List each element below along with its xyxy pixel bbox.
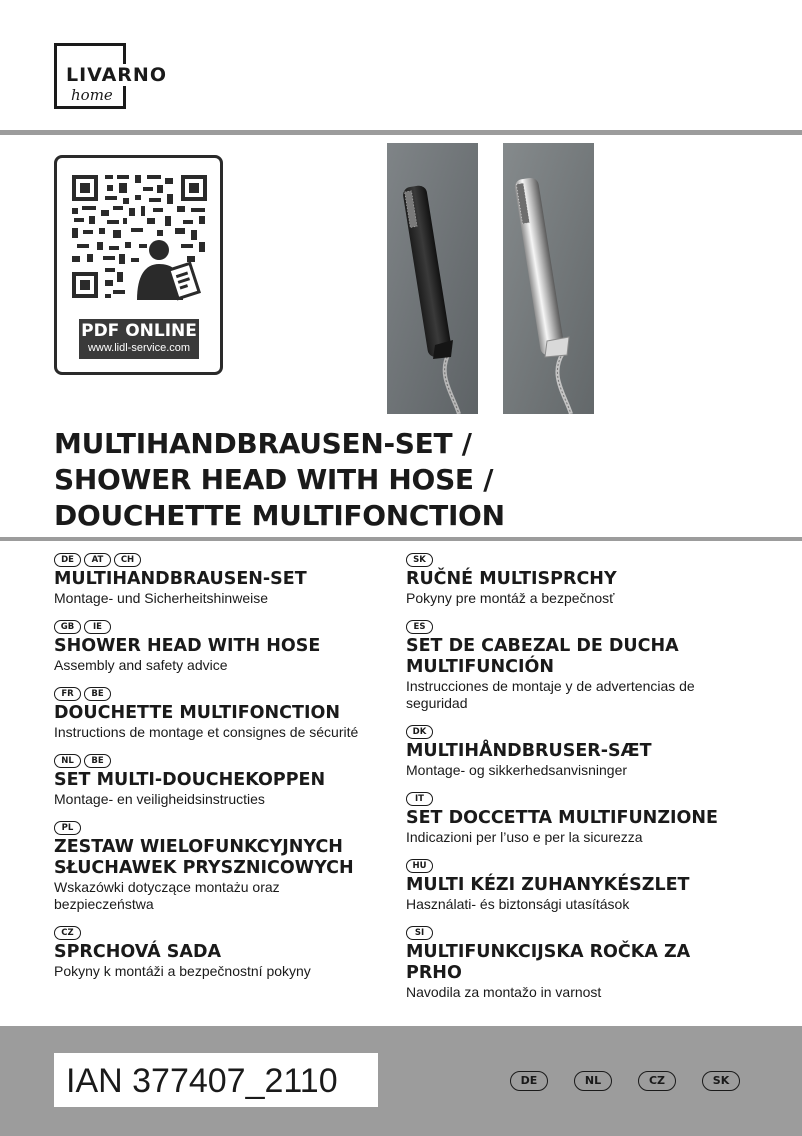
entry-subtitle: Instructions de montage et consignes de sécurité: [54, 724, 359, 740]
qr-card[interactable]: [54, 155, 223, 375]
footer-language-badges: [510, 1071, 740, 1091]
title-line: DOUCHETTE MULTIFONCTION: [54, 499, 505, 532]
country-badge: DE: [54, 553, 81, 567]
entry-subtitle: Navodila za montažo in varnost: [406, 984, 602, 1000]
country-badge: BE: [84, 687, 111, 701]
entry-subtitle: Montage- og sikkerhedsanvisninger: [406, 762, 628, 778]
language-entry-pl: [54, 821, 399, 913]
entry-subtitle: Pokyny k montáži a bezpečnostní pokyny: [54, 963, 311, 979]
ian-number: IAN 377407_2110: [54, 1053, 378, 1107]
country-badge: NL: [54, 754, 81, 768]
country-badge: DK: [406, 725, 433, 739]
country-badge: BE: [84, 754, 111, 768]
entry-title: SPRCHOVÁ SADA: [54, 942, 222, 962]
entry-subtitle: Indicazioni per l’uso e per la sicurezza: [406, 829, 643, 845]
entry-subtitle: Használati- és biztonsági utasítások: [406, 896, 630, 912]
language-entry-it: [406, 792, 736, 846]
main-title: [54, 426, 505, 534]
entry-subtitle: Assembly and safety advice: [54, 657, 228, 673]
language-entry-nl: [54, 754, 399, 808]
brand-sub: home: [71, 86, 113, 104]
product-photo-black: [387, 143, 478, 414]
language-entry-es: [406, 620, 736, 712]
language-entry-si: [406, 926, 736, 1001]
pdf-online-title: PDF ONLINE: [81, 321, 197, 341]
country-badge: SI: [406, 926, 433, 940]
country-badge: HU: [406, 859, 433, 873]
country-badge: CZ: [54, 926, 81, 940]
brand-logo: [54, 43, 167, 109]
product-photo-chrome: [503, 143, 594, 414]
title-line: MULTIHANDBRAUSEN-SET /: [54, 427, 472, 460]
footer-badge: SK: [702, 1071, 740, 1091]
entry-title: SET MULTI-DOUCHEKOPPEN: [54, 770, 326, 790]
country-badge: CH: [114, 553, 141, 567]
entry-subtitle: Wskazówki dotyczące montażu oraz bezpieczeństwa: [54, 879, 280, 912]
entry-title: RUČNÉ MULTISPRCHY: [406, 569, 617, 589]
service-url: www.lidl-service.com: [87, 342, 191, 354]
entry-subtitle: Instrucciones de montaje y de advertencias de seguridad: [406, 678, 695, 711]
entry-title: ZESTAW WIELOFUNKCYJNYCH SŁUCHAWEK PRYSZNICOWYCH: [54, 837, 354, 878]
language-entry-de: [54, 553, 399, 607]
entry-subtitle: Pokyny pre montáž a bezpečnosť: [406, 590, 615, 606]
entry-title: SET DOCCETTA MULTIFUNZIONE: [406, 808, 719, 828]
country-badge: FR: [54, 687, 81, 701]
top-divider: [0, 130, 802, 135]
entry-title: MULTIFUNKCIJSKA ROČKA ZA PRHO: [406, 942, 691, 983]
entry-subtitle: Montage- und Sicherheitshinweise: [54, 590, 269, 606]
language-entry-gb: [54, 620, 399, 674]
footer-badge: DE: [510, 1071, 548, 1091]
qr-code-icon: [57, 158, 220, 318]
title-divider: [0, 537, 802, 541]
entry-title: SET DE CABEZAL DE DUCHA MULTIFUNCIÓN: [406, 636, 679, 677]
footer-badge: CZ: [638, 1071, 676, 1091]
country-badge: PL: [54, 821, 81, 835]
language-entry-cz: [54, 926, 399, 980]
pdf-online-label: [79, 319, 199, 359]
country-badge: ES: [406, 620, 433, 634]
language-entry-sk: [406, 553, 736, 607]
entry-title: MULTI KÉZI ZUHANYKÉSZLET: [406, 875, 690, 895]
entry-title: MULTIHANDBRAUSEN-SET: [54, 569, 307, 589]
entry-title: MULTIHÅNDBRUSER-SÆT: [406, 741, 652, 761]
country-badge: SK: [406, 553, 433, 567]
title-line: SHOWER HEAD WITH HOSE /: [54, 463, 494, 496]
language-entry-dk: [406, 725, 736, 779]
entry-title: DOUCHETTE MULTIFONCTION: [54, 703, 340, 723]
country-badge: GB: [54, 620, 81, 634]
language-list-left: [54, 553, 399, 993]
brand-name: LIVARNO: [66, 64, 170, 86]
country-badge: IT: [406, 792, 433, 806]
country-badge: AT: [84, 553, 111, 567]
entry-subtitle: Montage- en veiligheidsinstructies: [54, 791, 265, 807]
language-entry-hu: [406, 859, 736, 913]
footer-badge: NL: [574, 1071, 612, 1091]
entry-title: SHOWER HEAD WITH HOSE: [54, 636, 321, 656]
language-list-right: [406, 553, 736, 1014]
country-badge: IE: [84, 620, 111, 634]
language-entry-fr: [54, 687, 399, 741]
